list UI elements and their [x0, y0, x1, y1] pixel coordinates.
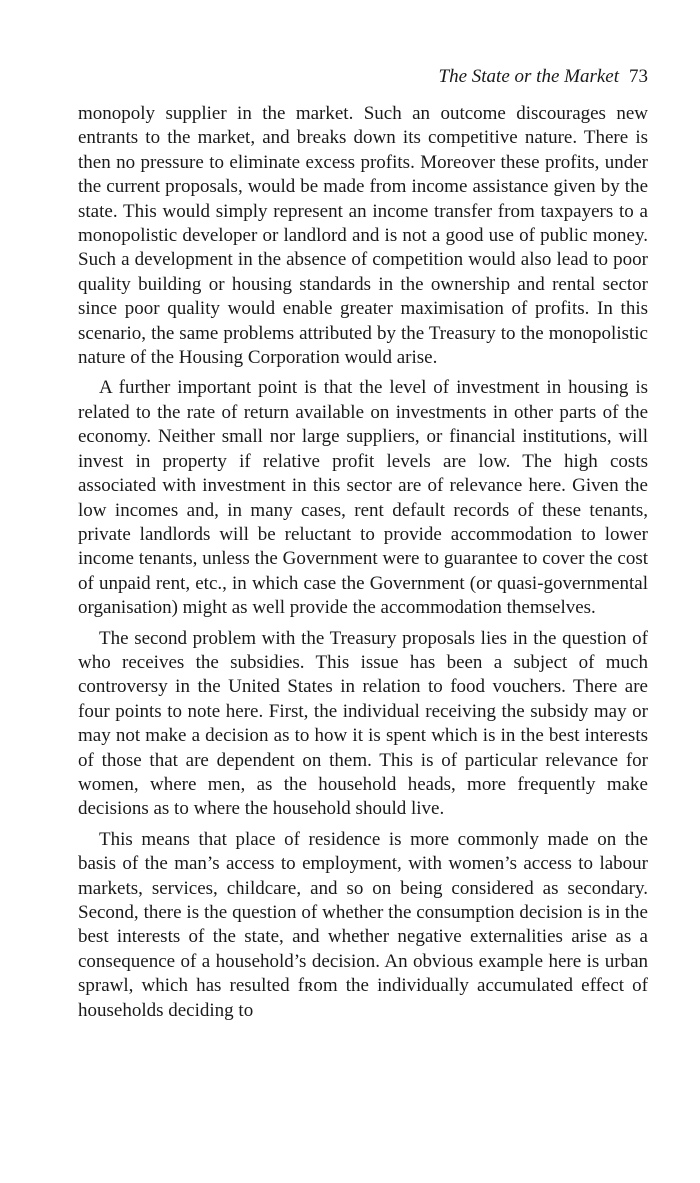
- page-number: 73: [629, 66, 648, 87]
- body-text: [78, 102, 648, 1023]
- paragraph-1: monopoly supplier in the market. Such an outcome discourages new entrants to the market, and breaks down its competitive nature. There is then no pressure to eliminate excess profits. Moreover these profits, under the current proposals, would be made from income assistance given by the state. This would simply represent an income transfer from taxpayers to a monopolistic developer or landlord and is not a good use of public money. Such a development in the absence of competition would also lead to poor quality building or housing standards in the ownership and rental sector since poor quality would enable greater maximisation of profits. In this scenario, the same problems attributed by the Treasury to the monopolistic nature of the Housing Corporation would arise.: [78, 103, 648, 369]
- paragraph-3: The second problem with the Treasury proposals lies in the question of who receives the subsidies. This issue has been a subject of much controversy in the United States in relation to food vouchers. There are four points to note here. First, the individual receiving the subsidy may or may not make a decision as to how it is spent which is in the best interests of those that are dependent on them. This is of particular relevance for women, where men, as the household heads, more frequently make decisions as to where the household should live.: [78, 627, 648, 820]
- book-page: [78, 58, 648, 1023]
- paragraph-2: A further important point is that the level of investment in housing is related to the rate of return available on investments in other parts of the economy. Neither small nor large suppliers, or financial institutions, will invest in property if relative profit levels are low. The high costs associated with investment in this sector are of relevance here. Given the low incomes and, in many cases, rent default records of these tenants, private landlords will be reluctant to provide accommodation to lower income tenants, unless the Government were to guarantee to cover the cost of unpaid rent, etc., in which case the Government (or quasi-governmental organisation) might as well provide the accommodation themselves.: [78, 377, 648, 619]
- running-header: [78, 58, 648, 96]
- paragraph-4: This means that place of residence is more commonly made on the basis of the man’s access to employment, with women’s access to labour markets, services, childcare, and so on being considered as secondary. Second, there is the question of whether the consumption decision is in the best interests of the state, and whether negative externalities arise as a consequence of a household’s decision. An obvious example here is urban sprawl, which has resulted fʀom the individually accumulated effect of households deciding to: [78, 828, 648, 1021]
- running-title: The State or the Market: [438, 66, 619, 87]
